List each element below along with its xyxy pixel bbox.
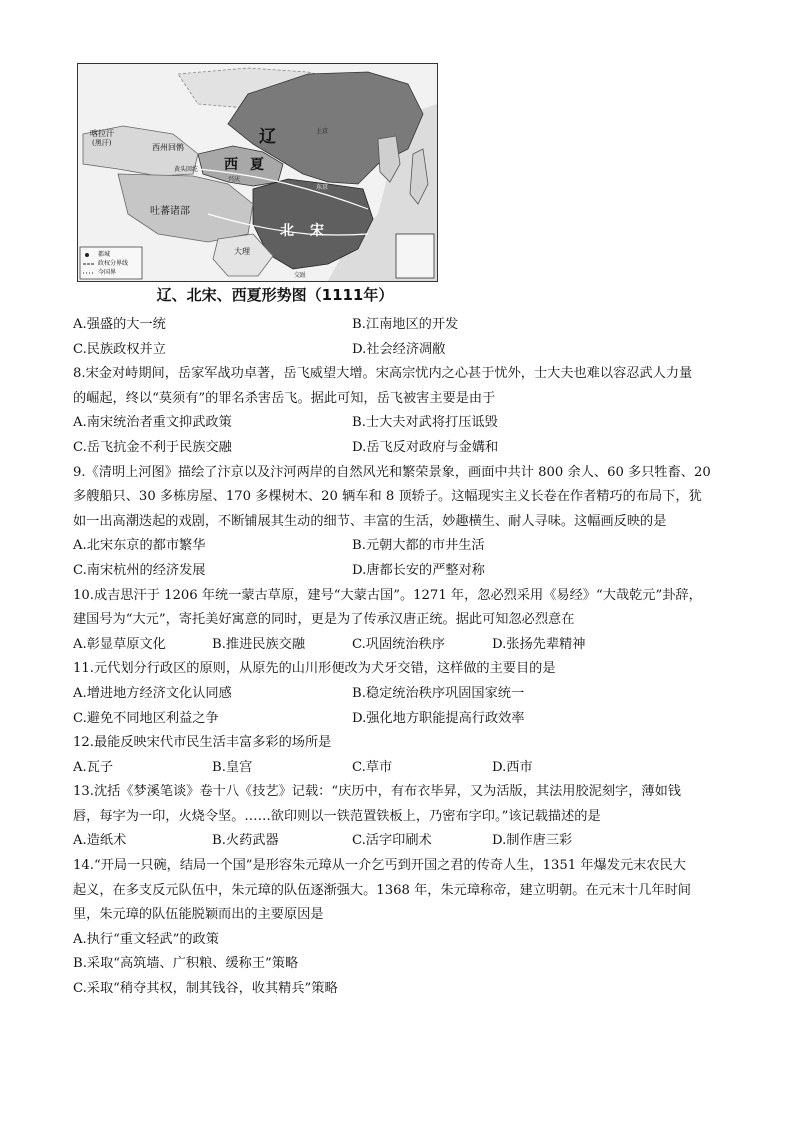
map-legend-capital: 都城 bbox=[98, 251, 111, 258]
q7-option-b: B.江南地区的开发 bbox=[352, 317, 459, 332]
q13-option-b: B.火药武器 bbox=[212, 833, 279, 849]
q7-option-c: C.民族政权并立 bbox=[73, 341, 166, 357]
q8-stem-line-2: 的崛起，终以“莫须有”的罪名杀害岳飞。据此可知，岳飞被害主要是由于 bbox=[73, 390, 496, 406]
q13-stem-line-2: 唇，每字为一印，火烧令坚。……欲印则以一铁范置铁板上，乃密布字印。”该记载描述的是 bbox=[73, 808, 601, 824]
q11-options-row-2 bbox=[73, 707, 733, 732]
map-label-dongjing: 东京 bbox=[316, 184, 329, 191]
q11-option-d: D.强化地方职能提高行政效率 bbox=[352, 710, 525, 726]
q14-option-a: A.执行“重文轻武”的政策 bbox=[73, 931, 219, 947]
map-legend-modern-border: 今国界 bbox=[98, 269, 117, 276]
q12-options-row bbox=[73, 756, 733, 781]
history-map bbox=[77, 63, 438, 282]
q10-option-c: C.巩固统治秩序 bbox=[352, 636, 445, 652]
q8-options-row-1 bbox=[73, 411, 733, 436]
q13-stem-line-1: 13.沈括《梦溪笔谈》卷十八《技艺》记载：“庆历中，有布衣毕昇，又为活版，其法用胶泥刻字，薄如钱 bbox=[73, 784, 681, 800]
map-label-xixia-1: 西 bbox=[224, 157, 238, 173]
q9-stem-line-3: 如一出高潮迭起的戏剧，不断铺展其生动的细节、丰富的生活，妙趣横生、耐人寻味。这幅画反映的是 bbox=[73, 513, 667, 529]
q14-stem-line-2: 起义，在多支反元队伍中，朱元璋的队伍逐渐强大。1368 年，朱元璋称帝，建立明朝。在元末十几年时间 bbox=[73, 882, 691, 898]
map-label-xixia-2: 夏 bbox=[250, 157, 264, 173]
q9-stem-line-2: 多艘船只、30 多栋房屋、170 多棵树木、20 辆车和 8 顶轿子。这幅现实主义长卷在作者精巧的布局下，犹 bbox=[73, 489, 702, 505]
q9-option-b: B.元朝大都的市井生活 bbox=[352, 538, 485, 554]
q14-option-b: B.采取“高筑墙、广积粮、缓称王”策略 bbox=[73, 956, 299, 972]
q12-option-a: A.瓦子 bbox=[73, 759, 114, 775]
q7-options-row-2 bbox=[73, 338, 733, 363]
q13-options-row bbox=[73, 829, 733, 854]
q9-option-a: A.北宋东京的都市繁华 bbox=[73, 538, 206, 554]
q11-stem: 11.元代划分行政区的原则，从原先的山川形便改为犬牙交错，这样做的主要目的是 bbox=[73, 661, 556, 677]
q11-option-c: C.避免不同地区利益之争 bbox=[73, 710, 219, 726]
q8-option-d: D.岳飞反对政府与金媾和 bbox=[352, 439, 499, 455]
map-label-shangjing: 上京 bbox=[316, 128, 329, 135]
map-label-kala: 喀拉汗 bbox=[90, 129, 114, 138]
q11-option-b: B.稳定统治秩序巩固国家统一 bbox=[352, 685, 525, 701]
question-list bbox=[73, 313, 733, 1002]
q14-stem-line-1: 14.“开局一只碗，结局一个国”是形容朱元璋从一介乞丐到开国之君的传奇人生，1351 年爆发元末农民大 bbox=[73, 858, 686, 874]
q14-stem-line-3: 里，朱元璋的队伍能脱颖而出的主要原因是 bbox=[73, 907, 324, 923]
q13-option-c: C.活字印刷术 bbox=[352, 833, 432, 849]
q10-option-a: A.彰显草原文化 bbox=[73, 636, 166, 652]
q9-options-row-1 bbox=[73, 534, 733, 559]
q7-option-a: A.强盛的大一统 bbox=[73, 317, 166, 332]
q9-stem-line-1: 9.《清明上河图》描绘了汴京以及汴河两岸的自然风光和繁荣景象，画面中共计 800 余人、60 多只牲畜、20 bbox=[73, 464, 711, 480]
q9-option-d: D.唐都长安的严整对称 bbox=[352, 562, 485, 578]
q7-option-d: D.社会经济凋敝 bbox=[352, 341, 446, 357]
q10-stem-line-2: 建国号为“大元”，寄托美好寓意的同时，更是为了传承汉唐正统。据此可知忽必烈意在 bbox=[73, 612, 575, 628]
map-label-xizhou: 西州回鹘 bbox=[152, 143, 184, 152]
map-label-jiaozhi: 交趾 bbox=[294, 272, 307, 279]
map-label-xingqing: 兴庆 bbox=[228, 176, 241, 183]
q8-option-b: B.士大夫对武将打压诋毁 bbox=[352, 415, 498, 431]
map-label-beisong-1: 北 bbox=[280, 223, 294, 239]
q7-options-row-1 bbox=[73, 313, 733, 338]
q12-stem: 12.最能反映宋代市民生活丰富多彩的场所是 bbox=[73, 735, 332, 751]
q8-stem-line-1: 8.宋金对峙期间，岳家军战功卓著，岳飞威望大增。宋高宗忧内之心甚于忧外，士大夫也难以容忍武人力量 bbox=[73, 366, 693, 382]
q12-option-d: D.西市 bbox=[492, 759, 533, 775]
q10-option-d: D.张扬先辈精神 bbox=[492, 636, 586, 652]
map-label-kala-sub: (黑汗) bbox=[92, 139, 112, 147]
q8-options-row-2 bbox=[73, 436, 733, 461]
q12-option-c: C.草市 bbox=[352, 759, 393, 775]
q9-options-row-2 bbox=[73, 559, 733, 584]
q14-option-c: C.采取“稍夺其权，制其钱谷，收其精兵”策略 bbox=[73, 981, 338, 997]
map-legend-boundary: 政权分界线 bbox=[98, 260, 129, 267]
q9-option-c: C.南宋杭州的经济发展 bbox=[73, 562, 206, 578]
q8-option-c: C.岳飞抗金不利于民族交融 bbox=[73, 439, 232, 455]
q10-options-row bbox=[73, 633, 733, 658]
map-label-beisong-2: 宋 bbox=[310, 223, 324, 239]
map-label-liao: 辽 bbox=[259, 127, 276, 147]
map-label-dali: 大理 bbox=[234, 247, 250, 256]
map-title: 辽、北宋、西夏形势图（1111年） bbox=[156, 286, 394, 304]
q11-options-row-1 bbox=[73, 682, 733, 707]
q11-option-a: A.增进地方经济文化认同感 bbox=[73, 685, 232, 701]
q8-option-a: A.南宋统治者重文抑武政策 bbox=[73, 415, 232, 431]
q13-option-a: A.造纸术 bbox=[73, 833, 127, 849]
q10-option-b: B.推进民族交融 bbox=[212, 636, 306, 652]
map-label-tubo: 吐蕃诸部 bbox=[150, 206, 190, 217]
q10-stem-line-1: 10.成吉思汗于 1206 年统一蒙古草原，建号“大蒙古国”。1271 年，忽必烈采用《易经》“大哉乾元”卦辞， bbox=[73, 587, 702, 603]
q12-option-b: B.皇宫 bbox=[212, 759, 253, 775]
map-label-nangao: 黄头回纥 bbox=[174, 166, 199, 173]
q13-option-d: D.制作唐三彩 bbox=[492, 833, 573, 849]
